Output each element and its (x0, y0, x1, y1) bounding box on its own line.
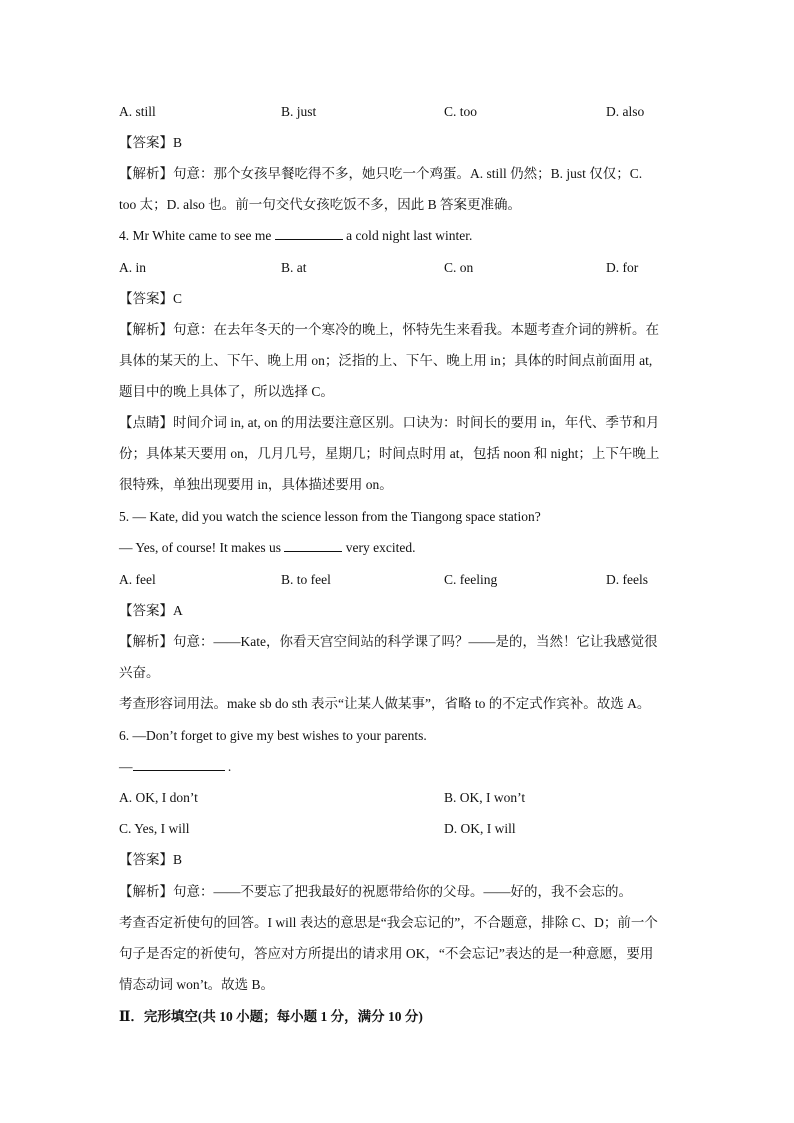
q4-tip-line-1: 【点睛】时间介词 in, at, on 的用法要注意区别。口诀为：时间长的要用 in，年代、季节和月 (119, 415, 660, 430)
q6-stem-line-2 (119, 757, 231, 777)
q6-option-a: A. OK, I don’t (119, 790, 198, 805)
q4-blank (275, 227, 343, 240)
q4-tip-line-3: 很特殊，单独出现要用 in，具体描述要用 on。 (119, 477, 393, 492)
q3-analysis-line-1: 【解析】句意：那个女孩早餐吃得不多，她只吃一个鸡蛋。A. still 仍然；B. just 仅仅；C. (119, 166, 643, 181)
q6-options-row-2 (119, 819, 675, 839)
q5-option-a: A. feel (119, 572, 156, 587)
q6-option-b: B. OK, I won’t (444, 790, 526, 805)
q5-stem-line-2 (119, 538, 415, 558)
q6-answer: 【答案】B (119, 852, 183, 867)
q4-tip-line-2: 份；具体某天要用 on，几月几号，星期几；时间点时用 at，包括 noon 和 night；上下午晚上 (119, 446, 660, 461)
q5-stem-after: very excited. (345, 540, 416, 555)
q3-option-c: C. too (444, 104, 478, 119)
section-2-heading: Ⅱ．完形填空(共 10 小题；每小题 1 分，满分 10 分) (119, 1009, 423, 1024)
q3-answer: 【答案】B (119, 135, 183, 150)
q6-stem-before: — (119, 759, 133, 774)
q4-option-c: C. on (444, 260, 474, 275)
q4-option-a: A. in (119, 260, 146, 275)
q4-stem (119, 226, 472, 246)
q4-answer: 【答案】C (119, 291, 183, 306)
q6-analysis-line-2: 考查否定祈使句的回答。I will 表达的意思是“我会忘记的”，不合题意，排除 C、D；前一个 (119, 915, 658, 930)
q5-analysis-line-1: 【解析】句意：——Kate，你看天宫空间站的科学课了吗？——是的，当然！它让我感觉很 (119, 634, 658, 649)
q5-analysis-line-3: 考查形容词用法。make sb do sth 表示“让某人做某事”，省略 to 的不定式作宾补。故选 A。 (119, 696, 651, 711)
q6-option-d: D. OK, I will (444, 821, 516, 836)
q6-stem-after: . (227, 759, 232, 774)
q6-stem-line-1: 6. —Don’t forget to give my best wishes to your parents. (119, 728, 427, 743)
q5-options (119, 570, 675, 590)
q6-option-c: C. Yes, I will (119, 821, 190, 836)
q5-option-d: D. feels (606, 572, 648, 587)
q3-analysis-line-2: too 太；D. also 也。前一句交代女孩吃饭不多，因此 B 答案更准确。 (119, 197, 521, 212)
q4-stem-after: a cold night last winter. (346, 228, 473, 243)
q4-option-b: B. at (281, 260, 307, 275)
q5-analysis-line-2: 兴奋。 (119, 665, 160, 680)
q6-analysis-line-3: 句子是否定的祈使句，答应对方所提出的请求用 OK，“不会忘记”表达的是一种意愿，要用 (119, 946, 654, 961)
q4-stem-before: 4. Mr White came to see me (119, 228, 272, 243)
q4-analysis-line-3: 题目中的晚上具体了，所以选择 C。 (119, 384, 334, 399)
q6-blank (133, 758, 225, 771)
q5-stem-line-1: 5. — Kate, did you watch the science lesson from the Tiangong space station? (119, 509, 541, 524)
q3-option-b: B. just (281, 104, 317, 119)
q4-analysis-line-1: 【解析】句意：在去年冬天的一个寒冷的晚上，怀特先生来看我。本题考查介词的辨析。在 (119, 322, 659, 337)
q6-analysis-line-1: 【解析】句意：——不要忘了把我最好的祝愿带给你的父母。——好的，我不会忘的。 (119, 884, 632, 899)
q5-option-b: B. to feel (281, 572, 331, 587)
q6-analysis-line-4: 情态动词 won’t。故选 B。 (119, 977, 275, 992)
q5-blank (284, 539, 342, 552)
q3-option-a: A. still (119, 104, 156, 119)
q3-options (119, 102, 675, 122)
q5-answer: 【答案】A (119, 603, 183, 618)
q5-option-c: C. feeling (444, 572, 498, 587)
q6-options-row-1 (119, 788, 675, 808)
q4-option-d: D. for (606, 260, 639, 275)
q4-analysis-line-2: 具体的某天的上、下午、晚上用 on；泛指的上、下午、晚上用 in；具体的时间点前面用 at, (119, 353, 653, 368)
q3-option-d: D. also (606, 104, 645, 119)
q5-stem-before: — Yes, of course! It makes us (119, 540, 281, 555)
q4-options (119, 258, 675, 278)
